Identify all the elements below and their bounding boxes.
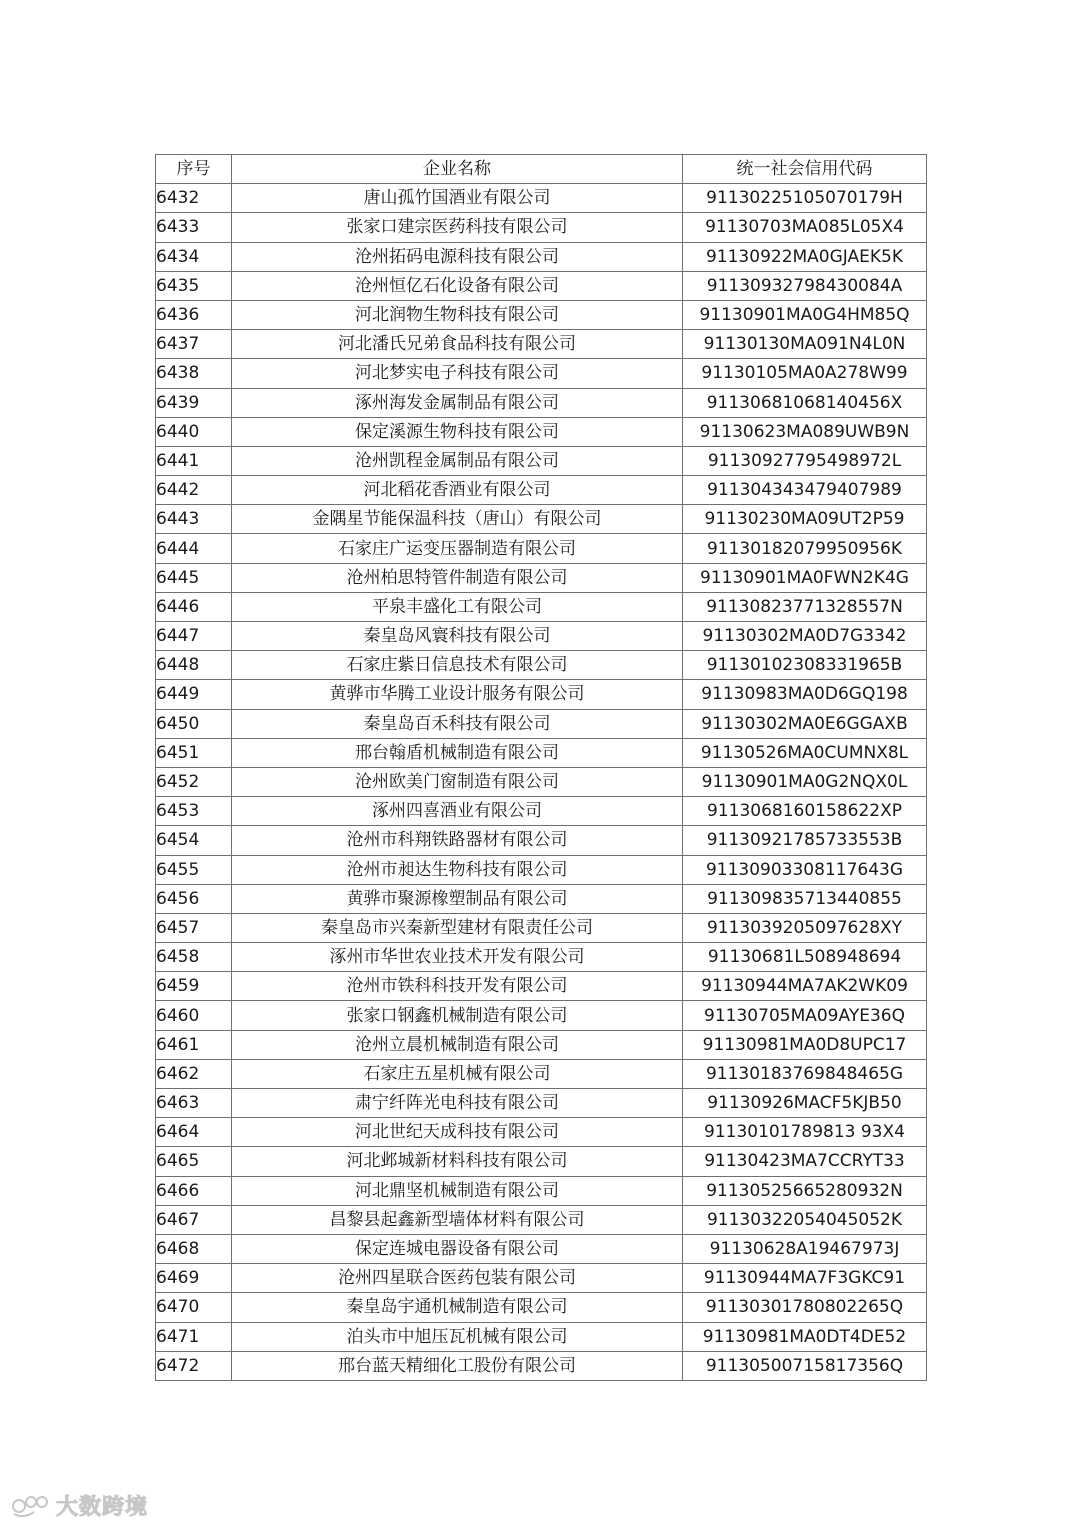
table-row: [156, 1322, 927, 1351]
cell-credit-code: 91130526MA0CUMNX8L: [683, 738, 927, 767]
cell-enterprise-name: 涿州四喜酒业有限公司: [232, 797, 683, 826]
cell-enterprise-name: 河北梦实电子科技有限公司: [232, 359, 683, 388]
cell-credit-code: 91130681L508948694: [683, 943, 927, 972]
table-row: [156, 680, 927, 709]
cell-enterprise-name: 平泉丰盛化工有限公司: [232, 592, 683, 621]
cell-credit-code: 91130183769848465G: [683, 1059, 927, 1088]
table-row: [156, 534, 927, 563]
table-row: [156, 505, 927, 534]
cell-serial-number: 6446: [156, 592, 232, 621]
table-row: [156, 972, 927, 1001]
table-row: [156, 1234, 927, 1263]
table-row: [156, 913, 927, 942]
cell-credit-code: 91130901MA0G2NQX0L: [683, 767, 927, 796]
cell-enterprise-name: 石家庄广运变压器制造有限公司: [232, 534, 683, 563]
cell-serial-number: 6447: [156, 622, 232, 651]
cell-credit-code: 91130322054045052K: [683, 1205, 927, 1234]
cell-enterprise-name: 涿州市华世农业技术开发有限公司: [232, 943, 683, 972]
table-row: [156, 300, 927, 329]
cell-serial-number: 6452: [156, 767, 232, 796]
cell-credit-code: 9113068160158622XP: [683, 797, 927, 826]
cell-credit-code: 91130932798430084A: [683, 271, 927, 300]
cell-credit-code: 91130681068140456X: [683, 388, 927, 417]
table-row: [156, 271, 927, 300]
cell-enterprise-name: 张家口建宗医药科技有限公司: [232, 213, 683, 242]
cell-credit-code: 91130302MA0D7G3342: [683, 622, 927, 651]
cell-enterprise-name: 沧州拓码电源科技有限公司: [232, 242, 683, 271]
cell-enterprise-name: 泊头市中旭压瓦机械有限公司: [232, 1322, 683, 1351]
table-row: [156, 184, 927, 213]
cell-enterprise-name: 河北润物生物科技有限公司: [232, 300, 683, 329]
cell-credit-code: 91130130MA091N4L0N: [683, 330, 927, 359]
cell-credit-code: 91130628A19467973J: [683, 1234, 927, 1263]
cell-enterprise-name: 沧州四星联合医药包装有限公司: [232, 1264, 683, 1293]
cell-credit-code: 91130302MA0E6GGAXB: [683, 709, 927, 738]
cell-credit-code: 91130301780802265Q: [683, 1293, 927, 1322]
cell-enterprise-name: 河北世纪天成科技有限公司: [232, 1118, 683, 1147]
cell-serial-number: 6469: [156, 1264, 232, 1293]
cell-credit-code: 91130922MA0GJAEK5K: [683, 242, 927, 271]
cell-credit-code: 91130500715817356Q: [683, 1351, 927, 1380]
cell-credit-code: 91130983MA0D6GQ198: [683, 680, 927, 709]
cell-enterprise-name: 沧州欧美门窗制造有限公司: [232, 767, 683, 796]
cell-enterprise-name: 唐山孤竹国酒业有限公司: [232, 184, 683, 213]
cell-credit-code: 91130944MA7F3GKC91: [683, 1264, 927, 1293]
cell-credit-code: 91130230MA09UT2P59: [683, 505, 927, 534]
cell-serial-number: 6443: [156, 505, 232, 534]
header-enterprise-name: 企业名称: [232, 155, 683, 184]
cell-serial-number: 6457: [156, 913, 232, 942]
cell-serial-number: 6450: [156, 709, 232, 738]
cell-serial-number: 6456: [156, 884, 232, 913]
table-row: [156, 651, 927, 680]
cell-enterprise-name: 肃宁纤阵光电科技有限公司: [232, 1089, 683, 1118]
header-serial-number: 序号: [156, 155, 232, 184]
cell-enterprise-name: 邢台蓝天精细化工股份有限公司: [232, 1351, 683, 1380]
cell-enterprise-name: 沧州柏思特管件制造有限公司: [232, 563, 683, 592]
cell-serial-number: 6465: [156, 1147, 232, 1176]
cell-serial-number: 6468: [156, 1234, 232, 1263]
cell-credit-code: 91130921785733553B: [683, 826, 927, 855]
table-row: [156, 242, 927, 271]
cell-enterprise-name: 金隅星节能保温科技（唐山）有限公司: [232, 505, 683, 534]
table-row: [156, 476, 927, 505]
cell-credit-code: 91130105MA0A278W99: [683, 359, 927, 388]
cell-serial-number: 6436: [156, 300, 232, 329]
cell-serial-number: 6466: [156, 1176, 232, 1205]
table-row: [156, 1001, 927, 1030]
cell-credit-code: 91130182079950956K: [683, 534, 927, 563]
cell-serial-number: 6454: [156, 826, 232, 855]
cell-enterprise-name: 昌黎县起鑫新型墙体材料有限公司: [232, 1205, 683, 1234]
cell-credit-code: 91130101789813 93X4: [683, 1118, 927, 1147]
cell-serial-number: 6441: [156, 446, 232, 475]
cell-credit-code: 91130901MA0G4HM85Q: [683, 300, 927, 329]
cell-credit-code: 91130823771328557N: [683, 592, 927, 621]
table-row: [156, 884, 927, 913]
cell-serial-number: 6453: [156, 797, 232, 826]
cell-enterprise-name: 河北潘氏兄弟食品科技有限公司: [232, 330, 683, 359]
cell-credit-code: 91130926MACF5KJB50: [683, 1089, 927, 1118]
table-row: [156, 213, 927, 242]
brand-logo-icon: [10, 1492, 50, 1520]
cell-enterprise-name: 涿州海发金属制品有限公司: [232, 388, 683, 417]
table-row: [156, 1205, 927, 1234]
cell-credit-code: 91130225105070179H: [683, 184, 927, 213]
cell-enterprise-name: 河北稻花香酒业有限公司: [232, 476, 683, 505]
cell-serial-number: 6434: [156, 242, 232, 271]
cell-serial-number: 6460: [156, 1001, 232, 1030]
cell-enterprise-name: 邢台翰盾机械制造有限公司: [232, 738, 683, 767]
cell-enterprise-name: 秦皇岛宇通机械制造有限公司: [232, 1293, 683, 1322]
header-credit-code: 统一社会信用代码: [683, 155, 927, 184]
cell-enterprise-name: 保定连城电器设备有限公司: [232, 1234, 683, 1263]
table-row: [156, 943, 927, 972]
enterprise-table: [155, 154, 927, 1381]
cell-enterprise-name: 沧州立晨机械制造有限公司: [232, 1030, 683, 1059]
table-header-row: [156, 155, 927, 184]
table-row: [156, 446, 927, 475]
cell-serial-number: 6451: [156, 738, 232, 767]
table-row: [156, 622, 927, 651]
cell-enterprise-name: 沧州市昶达生物科技有限公司: [232, 855, 683, 884]
cell-enterprise-name: 石家庄紫日信息技术有限公司: [232, 651, 683, 680]
cell-credit-code: 9113039205097628XY: [683, 913, 927, 942]
cell-serial-number: 6458: [156, 943, 232, 972]
table-row: [156, 1118, 927, 1147]
table-row: [156, 1351, 927, 1380]
cell-credit-code: 91130703MA085L05X4: [683, 213, 927, 242]
table-row: [156, 1176, 927, 1205]
cell-credit-code: 91130102308331965B: [683, 651, 927, 680]
cell-serial-number: 6432: [156, 184, 232, 213]
watermark: [10, 1490, 148, 1521]
cell-serial-number: 6439: [156, 388, 232, 417]
cell-credit-code: 91130423MA7CCRYT33: [683, 1147, 927, 1176]
table-row: [156, 1089, 927, 1118]
cell-enterprise-name: 沧州市科翔铁路器材有限公司: [232, 826, 683, 855]
cell-serial-number: 6471: [156, 1322, 232, 1351]
cell-enterprise-name: 河北邺城新材料科技有限公司: [232, 1147, 683, 1176]
cell-enterprise-name: 秦皇岛百禾科技有限公司: [232, 709, 683, 738]
cell-enterprise-name: 沧州市铁科科技开发有限公司: [232, 972, 683, 1001]
table-row: [156, 359, 927, 388]
cell-serial-number: 6455: [156, 855, 232, 884]
cell-serial-number: 6463: [156, 1089, 232, 1118]
cell-credit-code: 91130981MA0D8UPC17: [683, 1030, 927, 1059]
table-row: [156, 1264, 927, 1293]
cell-credit-code: 91130705MA09AYE36Q: [683, 1001, 927, 1030]
cell-credit-code: 911304343479407989: [683, 476, 927, 505]
cell-enterprise-name: 秦皇岛市兴秦新型建材有限责任公司: [232, 913, 683, 942]
table-row: [156, 417, 927, 446]
table-row: [156, 1147, 927, 1176]
table-row: [156, 797, 927, 826]
cell-enterprise-name: 秦皇岛风寰科技有限公司: [232, 622, 683, 651]
cell-serial-number: 6435: [156, 271, 232, 300]
cell-enterprise-name: 黄骅市华腾工业设计服务有限公司: [232, 680, 683, 709]
table-row: [156, 738, 927, 767]
cell-enterprise-name: 黄骅市聚源橡塑制品有限公司: [232, 884, 683, 913]
table-row: [156, 1030, 927, 1059]
cell-serial-number: 6472: [156, 1351, 232, 1380]
table-row: [156, 563, 927, 592]
cell-credit-code: 911309835713440855: [683, 884, 927, 913]
cell-serial-number: 6467: [156, 1205, 232, 1234]
table-row: [156, 388, 927, 417]
cell-enterprise-name: 沧州凯程金属制品有限公司: [232, 446, 683, 475]
cell-credit-code: 91130623MA089UWB9N: [683, 417, 927, 446]
cell-serial-number: 6444: [156, 534, 232, 563]
cell-enterprise-name: 保定溪源生物科技有限公司: [232, 417, 683, 446]
cell-serial-number: 6445: [156, 563, 232, 592]
cell-serial-number: 6438: [156, 359, 232, 388]
table-row: [156, 592, 927, 621]
table-row: [156, 1293, 927, 1322]
cell-enterprise-name: 沧州恒亿石化设备有限公司: [232, 271, 683, 300]
cell-serial-number: 6464: [156, 1118, 232, 1147]
table-body: [156, 184, 927, 1381]
table-row: [156, 330, 927, 359]
cell-serial-number: 6459: [156, 972, 232, 1001]
table-row: [156, 855, 927, 884]
cell-serial-number: 6448: [156, 651, 232, 680]
cell-serial-number: 6433: [156, 213, 232, 242]
cell-enterprise-name: 张家口钢鑫机械制造有限公司: [232, 1001, 683, 1030]
cell-enterprise-name: 河北鼎坚机械制造有限公司: [232, 1176, 683, 1205]
cell-enterprise-name: 石家庄五星机械有限公司: [232, 1059, 683, 1088]
table-row: [156, 709, 927, 738]
cell-credit-code: 91130525665280932N: [683, 1176, 927, 1205]
cell-credit-code: 91130981MA0DT4DE52: [683, 1322, 927, 1351]
table-row: [156, 1059, 927, 1088]
table-row: [156, 767, 927, 796]
table-row: [156, 826, 927, 855]
cell-serial-number: 6470: [156, 1293, 232, 1322]
cell-credit-code: 91130927795498972L: [683, 446, 927, 475]
cell-serial-number: 6437: [156, 330, 232, 359]
cell-credit-code: 91130903308117643G: [683, 855, 927, 884]
cell-serial-number: 6449: [156, 680, 232, 709]
cell-credit-code: 91130944MA7AK2WK09: [683, 972, 927, 1001]
cell-serial-number: 6461: [156, 1030, 232, 1059]
cell-serial-number: 6462: [156, 1059, 232, 1088]
cell-serial-number: 6442: [156, 476, 232, 505]
watermark-text: 大数跨境: [56, 1495, 149, 1520]
cell-credit-code: 91130901MA0FWN2K4G: [683, 563, 927, 592]
cell-serial-number: 6440: [156, 417, 232, 446]
